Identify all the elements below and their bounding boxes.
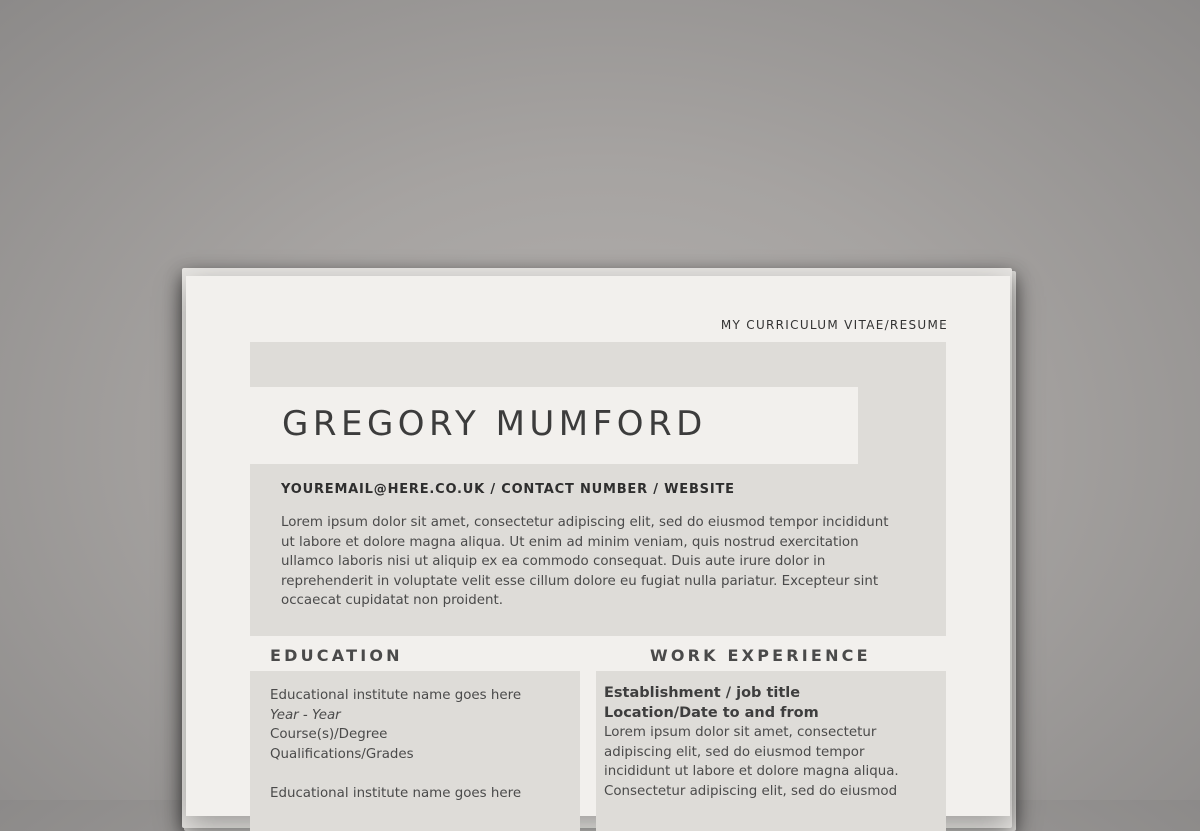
job-description-line: incididunt ut labore et dolore magna aliqua. [604,764,899,779]
job-description-line: Consectetur adipiscing elit, sed do eiusmod [604,783,898,799]
document-header-label: MY CURRICULUM VITAE/RESUME [720,318,948,332]
education-course: Course(s)/Degree [270,727,388,742]
summary-line: reprehenderit in voluptate velit esse cillum dolore eu fugiat nulla pariatur. Excepteur sint [281,573,879,589]
work-experience-heading: WORK EXPERIENCE [650,646,871,665]
candidate-name: GREGORY MUMFORD [282,404,707,444]
education-list [270,686,570,803]
education-heading: EDUCATION [270,646,403,665]
education-institute: Educational institute name goes here [270,688,522,703]
job-description-line: adipiscing elit, sed do eiusmod tempor [604,744,865,760]
job-description-line: Lorem ipsum dolor sit amet, consectetur [604,725,877,740]
education-grades: Qualifications/Grades [270,746,414,762]
education-years: Year - Year [270,707,341,723]
summary-line: Lorem ipsum dolor sit amet, consectetur adipiscing elit, sed do eiusmod tempor incididunt [281,515,889,530]
summary-line: occaecat cupidatat non proident. [281,593,503,608]
summary-paragraph [281,513,921,611]
education-institute: Educational institute name goes here [270,785,522,801]
summary-line: ut labore et dolore magna aliqua. Ut enim ad minim veniam, quis nostrud exercitation [281,534,859,550]
spacer [270,764,570,784]
work-list [604,684,934,801]
resume-page [186,276,1010,816]
job-location: Location/Date to and from [604,704,819,721]
job-title: Establishment / job title [604,685,801,701]
contact-line: YOUREMAIL@HERE.CO.UK / CONTACT NUMBER / WEBSITE [281,482,735,497]
summary-line: ullamco laboris nisi ut aliquip ex ea commodo consequat. Duis aute irure dolor in [281,554,826,569]
